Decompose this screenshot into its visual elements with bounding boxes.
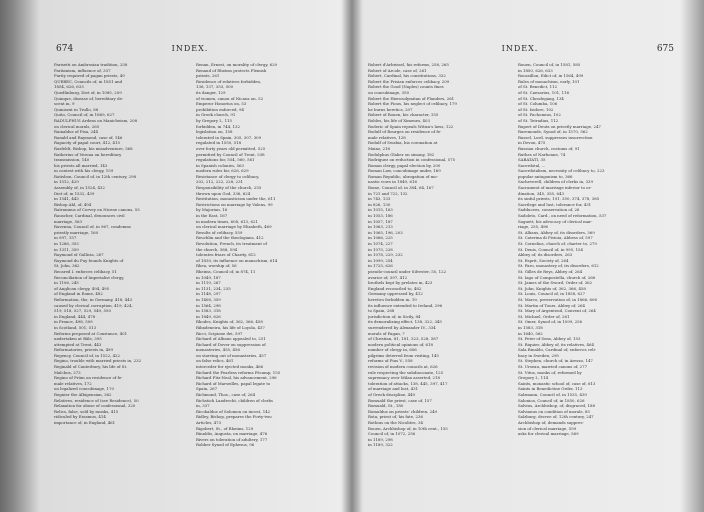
index-entry: he burns heretics, 207 [368,106,413,112]
index-entry: Resistance of clergy to celibacy, [196,173,260,179]
index-entry: Sacheverell, children of clerks in, 339 [518,179,594,185]
index-entry: St. Urseau, married canons of, 277 [518,364,588,370]
index-entry: in 1311, 359 [54,246,79,252]
index-entry: in 1564, 298 [196,302,221,308]
index-entry: Diet of, in 1532, 439 [54,190,95,196]
index-entry: Saints, monastic school of, case of, 613 [518,380,596,386]
index-entry: by Majorian, 16 [196,207,228,213]
index-entry: in 1075, 228 [368,246,393,252]
index-entry: Salzmann, Council of, in 1535, 439 [518,392,587,398]
index-entry: Gregory I., 114 [518,375,549,381]
index-entry: Ricobaldus of Solomon on incest, 142 [196,408,271,414]
index-entry: Robert the Good (Naples) counts fines [368,84,444,90]
index-entry: Quinque, disease of, hereditary de- [54,95,124,101]
index-entry: regulations for, 554, 560, 561 [196,157,255,163]
index-entry: in 1106, 245 [54,280,79,286]
index-entry: Rules of monachism, early, 101 [518,78,580,84]
book-gutter [342,0,362,512]
index-entry: number of clergy in, 606 [368,347,417,353]
index-entry: its sinful priests, 191, 350, 374, 378, 385 [518,196,600,202]
index-entry: Russian church, customs of, 91 [518,145,580,151]
index-entry: Parisetti on Ambrosian tradition, 258 [54,62,128,67]
index-entry: Salzburg, decree of, 12th century, 247 [518,414,594,420]
index-entry: Roman Republic, abrogation of mo- [368,173,438,179]
right-index-column-b [518,62,658,437]
index-entry: Rivers on toleration of adultery, 177 [196,436,268,442]
index-entry: in contest with his clergy, 159 [54,168,114,174]
index-entry: Ruthes of Narbonne, 74 [518,151,566,157]
index-entry: of St. Pachomius, 102 [518,112,561,118]
left-page-header [30,44,350,58]
index-entry: heretics forbidden in, 19 [368,296,417,302]
index-entry: Ridley, Bishop, prepares the Forty-two [196,414,272,420]
index-entry: in England, 444, 478 [54,313,96,319]
index-entry: Recared I. enforces celibacy, 51 [54,268,117,274]
index-entry: St. Albans, Abbey of, its disorders, 369 [518,229,595,235]
index-entry: brothels kept by prelates in, 423 [368,280,433,286]
index-entry: in 1286, 353 [54,241,79,246]
index-entry: in 1065, 196, 203 [368,229,403,235]
index-entry: its influence extended to Ireland, 296 [368,302,443,308]
index-entry: in 1640, 562 [518,330,543,336]
index-entry: Romuald the priest, case of, 157 [368,397,432,403]
index-entry: Emperor Honorius on, 53 [196,101,247,107]
index-entry: Bishop Ahl, of, 494 [54,201,92,207]
index-entry: Reformation, the, in Germany, 418, 443 [54,296,133,302]
index-entry: Roussillon, Edict of, in 1564, 499 [518,73,584,79]
right-page-title: INDEX. [501,44,539,53]
index-entry: riage, 255, 496 [518,224,549,230]
index-entry: St. Iago of Compostella, church of, 268 [518,274,596,280]
index-entry: in Spanish colonies, 563 [196,162,245,168]
index-entry: Rhodes, Knights of, 362, 366, 458 [196,319,263,325]
index-entry: St. Riquier, Abbey of, its relatives, 464 [518,341,594,347]
index-entry: Regency, Council of, in 1522, 422 [54,352,121,358]
index-entry: regulated in 1550, 518 [196,140,242,146]
index-entry: asks for clerical marriage, 569 [518,431,579,437]
index-entry: in 997, 157 [54,235,77,241]
index-entry: Rodulphus Glaber on simony, 182 [368,151,435,157]
index-entry: Rodulf of Bourges on residence of fe- [368,129,442,135]
index-entry: St. Michael, Order of, 261 [518,313,570,319]
index-entry: morals of Pagan, 7 [368,330,405,336]
left-page-title: INDEX. [171,44,209,53]
index-entry: reforms of Pius V., 558 [368,358,413,364]
index-entry: the church, 588, 594 [196,246,238,252]
index-entry: on false relics, 461 [196,358,234,364]
index-entry: in 1408, 359 [196,296,221,302]
index-entry: St. John, Knights of, 362, 366, 458 [518,285,586,291]
index-entry: Germany oppressed by, 412 [368,291,423,297]
index-entry: in 1583, 318 [518,324,543,330]
index-entry: in, 337 [196,403,210,409]
index-entry: priests, 261 [196,73,220,79]
index-entry: in 1131, 234, 235 [196,285,231,291]
index-entry: St. Martin of Tours, Abbey of, 264 [518,302,585,308]
index-entry: Quinisext in Trullo, 88 [54,106,99,112]
index-entry: Reginald of Canterbury, his life of St. [54,364,128,370]
index-entry: monasteries, 455, 456 [196,347,240,353]
index-entry: Richard of Marseilles, papal legate to [196,380,271,386]
index-entry: SABATATI, 35 [518,157,546,163]
index-entry: marriage, 563 [54,218,82,224]
index-entry: supremacy over Milan asserted, 218 [368,375,440,381]
left-index-column-b [196,62,336,448]
index-entry: Robert of Rouen, his character, 155 [368,112,439,118]
index-entry: Revolution, French, its treatment of [196,241,267,246]
index-entry: St. Mary of Argenteuil, Convent of, 264 [518,308,596,314]
index-entry: Roman Law, concubinage under, 169 [368,168,441,174]
index-entry: QUEBEC, Councils of, in 1851 and [54,78,123,84]
index-entry: Reuchlin and the theologians, 412 [196,235,264,241]
index-entry: in Devon, 475 [518,140,546,146]
index-entry: of 1830, its influence on monachism, 614 [196,257,278,263]
index-entry: Robber Synod of Ephesus, 96 [196,442,255,448]
index-entry: Regino, trouble with married priests in, 232 [54,358,142,364]
index-entry: Richard the Fearless reforms Fécamp, 155 [196,369,281,375]
index-entry: Robert the Frisian enforces celibacy, 209 [368,78,450,84]
index-entry: Rouen, Council of, in 1581, 585 [518,62,581,67]
index-entry: Salvianus on condition of morals, 85 [518,408,590,414]
index-entry: Robert the Pious, his neglect of celibacy, 179 [368,101,457,107]
index-entry: in Greek church, 91 [196,112,236,118]
index-entry: Archbishop of, demands suppres- [518,420,584,425]
index-entry: Roderic of Spain repeals Witiza's laws, 122 [368,123,454,129]
index-entry: male relatives, 172 [54,380,92,386]
index-entry: Rinaldis, Augusta, on marriage, 476 [196,431,268,437]
index-entry: in 1189, 322 [368,442,393,448]
index-entry: in 1849, 626 [196,313,221,319]
index-entry: Relaxation for abuse of confessional, 320 [54,403,136,409]
index-entry: of marriage and lust, 431 [368,386,419,392]
index-entry: of Greek discipline, 449 [368,392,416,398]
index-entry: in 1015, 163 [368,207,393,213]
index-entry: in 1725, 626 [368,263,393,269]
index-entry: in 1583, 318 [196,308,221,314]
index-entry: 519, 518, 527, 529, 549, 550 [54,308,111,314]
index-entry: Malchus, 273 [54,369,81,375]
index-entry: popular antagonism to, 366 [518,173,573,179]
left-page [30,0,350,512]
index-entry: toleration of attacks, 138, 445, 397, 417 [368,380,448,386]
index-entry: St. Gilles de Reys, Abbey of, 264 [518,268,583,274]
index-entry: RADULPHUS Ardens on Manicheism, 208 [54,117,138,123]
index-entry: St. Louis, Council of, in 1858, 627 [518,291,585,297]
index-entry: transmission, 140 [54,157,90,163]
index-entry: Ribadeneira, his life of Loyola, 437 [196,324,265,330]
index-entry: in the East, 167 [196,213,228,219]
index-entry: prohibition enforced, 94 [196,106,244,112]
index-entry: Sadducees, conservation of, 26 [518,207,580,213]
index-entry: St. Omer, Synod of, in 1099, 256 [518,319,583,325]
index-entry: thrown upon God, 336, 624 [196,190,251,196]
index-entry: priestly marriage, 160 [54,229,99,235]
index-entry: St. Faro, monastery of, its disorders, 612 [518,263,599,269]
index-entry: Richard of Dover on suppression of [196,341,266,347]
index-entry: Restitution, monasticism under the, 611 [196,196,276,202]
index-entry: of Christian, 81, 181, 323, 528, 587 [368,336,439,342]
index-entry: Roman clergy, papal election by, 200 [368,162,441,168]
index-entry: Sacrament of marriage inferior to or- [518,185,592,191]
index-entry: of St. Chrodegang, 134 [518,95,564,101]
index-entry: St. Peter of Sens, Abbey of, 153 [518,336,581,342]
index-entry: on concubinage, 350 [368,89,410,95]
index-entry: St. Esprit, Society of, 264 [518,257,569,263]
index-entry: Reforms proposed at Constance, 401 [54,330,128,336]
index-entry: in 1057, 187 [368,218,393,224]
index-entry: of England in Rome, 482 [54,291,103,297]
index-entry: Renaud of Rheims protects Flemish [196,67,267,73]
index-entry: bacy in Sweden, 295 [518,352,559,358]
index-entry: Sala Rinaldo, Cardinal of, enforces celi- [518,347,597,353]
index-entry: Rigobert, St., of Rheims, 129 [196,425,254,431]
index-entry: by Gregory I., 115 [196,117,232,123]
index-entry: Assembly of, in 1524, 432 [54,185,105,191]
index-entry: nastic vows in 1849, 616 [368,179,417,185]
index-entry: in 743, 133 [368,196,391,202]
index-entry: of St. Isidore, 102 [518,106,554,112]
index-entry: on starving out of monasteries, 457 [196,352,267,358]
index-entry: Richmond, Thos., case of, 264 [196,392,256,398]
index-entry: Robert, Cardinal, his constitutions, 332 [368,73,446,79]
index-entry: Results of celibacy, 559 [196,229,243,235]
index-entry: Rodriguez on reduction in confessional, 575 [368,157,456,163]
index-entry: modern political opinions of, 618 [368,341,433,347]
index-entry: Spain, 267 [196,386,218,392]
index-entry: Sadoleto, Card., on need of reformation, 537 [518,213,607,219]
index-entry: Robert d'Arbrissel, his reforms, 258, 265 [368,62,449,67]
index-entry: 1854, 626, 633 [54,84,84,90]
index-entry: Richard of Albano appealed to, 251 [196,336,266,342]
index-entry: Rainaldus of Pisa, 244 [54,129,98,135]
index-entry: Raymond of Gallicia, 267 [54,252,104,258]
index-entry: Russel, Lord, suppresses insurrection [518,134,593,140]
index-entry: St. John, 362 [54,263,80,269]
index-entry: of St. Columba, 106 [518,101,558,107]
index-entry: Rodulf of Swabia, his coronation at [368,140,438,146]
right-index-column-a [368,62,508,448]
index-entry: Saguett, his advocacy of clerical mar- [518,218,593,224]
index-entry: forbidden, in 744, 132 [196,123,240,129]
index-entry: Rapacity of papal court, 412, 415 [54,140,120,146]
index-entry: Ruremonde, Synod of, in 1570, 562 [518,129,588,135]
index-entry: in France, 498, 509 [54,319,93,325]
index-entry: Rhea, worship of, 56 [196,263,237,269]
index-entry: his priests all married, 143 [54,162,108,168]
index-entry: to Spain, 268 [368,308,395,314]
index-entry: pseudo-council under Silvester, 55, 122 [368,268,447,274]
index-entry: Salonica, Council of, in 1850, 626 [518,397,585,403]
index-entry: of St. Benedict, 112 [518,84,558,90]
index-entry: Relics, false, sold by monks, 415 [54,408,119,414]
index-entry: 202, 212, 222, 228, 231 [196,179,244,185]
index-entry: Responsibility of the church, 255 [196,185,262,191]
index-entry: Regino of Prüm on residence of fe- [54,375,123,381]
index-entry: in 826, 130 [368,201,391,207]
index-entry: Articles, 473 [196,420,222,425]
index-entry: tolerates friars of Charity, 612 [196,252,256,258]
index-entry: over forty years old permitted, 525 [196,145,266,151]
index-entry: Ratherius of Verona on hereditary [54,151,122,157]
index-entry: St. Caterina di Pistoia, Abbess of, 597 [518,235,593,241]
index-entry: its danger, 129 [196,89,226,95]
index-entry: in 721 and 722, 132 [368,190,408,196]
index-entry: Sacerdotal, ... [518,162,546,168]
index-entry: Mainz, 216 [368,145,391,151]
index-entry: Purity required of pagan priests, 49 [54,73,125,79]
index-entry: Rupert of Deutz on priestly marriage, 247 [518,123,601,129]
index-entry: 136, 137, 353, 500 [196,84,234,90]
index-entry: permitted by Council of Trent, 538 [196,151,265,157]
index-entry: in modern times, 608, 613, 621 [196,218,258,224]
index-entry: jurisdiction of, in Sicily, 84 [368,313,421,319]
index-entry: Sacrilege and lust, tolerance for, 431 [518,201,592,207]
index-entry: Ricci, Scipione dei, 597 [196,330,243,336]
index-entry: Rouen, Archbishop of, in 10th cent., 155 [368,425,448,431]
index-entry: Quito, Council of, in 1869, 627 [54,112,115,118]
index-entry: Reconciliation of Imperialist clergy, [54,274,125,280]
index-entry: St. Cornelius, church of, charter to, 279 [518,241,597,246]
index-entry: Robert of Arcole, case of, 261 [368,67,427,73]
index-entry: dination, 345, 355, 643 [518,190,564,196]
index-entry: scent in, 9 [54,101,75,107]
index-entry: legislation on, 158 [196,129,233,135]
index-entry: on legalized concubinage, 170 [54,386,114,392]
index-entry: in 1078, 229, 232 [368,252,403,258]
index-entry: pilgrims deterred from visiting, 145 [368,352,439,358]
index-entry: Robert the Hierosolymitan of Flanders, 261 [368,95,455,101]
index-entry: revision of modern councils at, 626 [368,364,438,370]
left-index-column-a [54,62,194,426]
index-entry: avarice of, 397, 412 [368,274,408,280]
index-entry: in 1850, 626, 633 [518,67,553,73]
index-entry: attempted at Trent, 443 [54,341,102,347]
index-entry: Saints in Benedictine Order, 113 [518,386,583,392]
index-entry: of St. Tetradius, 112 [518,117,559,123]
index-entry: of women, canon of Nicaea on, 52 [196,95,264,101]
index-entry: Council of, in 1072, 256 [368,431,416,437]
right-page [360,0,680,512]
index-entry: sion of clerical marriage, 559 [518,425,577,431]
index-entry: St. Denis, Council of, in 995, 154 [518,246,584,252]
index-entry: Robles, his life of Ximenes, 403 [368,117,430,123]
index-entry: tolerated in Spain, 305, 307, 309 [196,134,262,140]
index-entry: in 1053, 186 [368,213,393,219]
index-entry: Richard Fitz-Neal, his advancement, 296 [196,375,277,381]
index-entry: Restrictions on marriage by Valens, 99 [196,201,273,207]
index-entry: Ratisbon, Council of, in 12th century, 298 [54,173,137,179]
index-entry: importance of, in England, 461 [54,420,116,425]
index-entry: on clerical morals, 265 [54,123,100,129]
index-entry: Ranald and Raymond, case of, 146 [54,134,123,140]
index-entry: surrendered by Alexander IV., 334 [368,324,436,330]
index-entry: rule respecting the subdiaconate, 125 [368,369,444,375]
index-entry: Quedlinburg, Diet of, in 1085, 209 [54,89,122,95]
index-entry: caused by clerical corruption, 419, 424, [54,302,133,308]
index-entry: Renan, Ernest, on morality of clergy, 629 [196,62,278,67]
index-entry: in 1512, 429 [54,179,79,185]
index-entry: Rota, priest of, his fate, 236 [368,414,423,420]
index-entry: Paritanism, influence of, 337 [54,67,111,73]
index-entry: Reformatories, priests in, 499 [54,347,114,353]
right-page-number: 675 [656,44,674,54]
index-entry: in 1099, 254 [368,257,393,263]
index-entry: modern rules for, 626, 629 [196,168,249,174]
index-entry: in 1119, 267 [196,280,221,286]
index-entry: St. Marco, preservation of, in 1866, 606 [518,296,597,302]
index-entry: its demoralizing effect, 138, 322, 345 [368,319,442,325]
index-entry: Rome, Council of, in 384, 64, 167 [368,185,434,191]
index-entry: in Scotland, 501, 513 [54,324,97,330]
index-entry: St. Vitus, monks of, reformed by [518,369,582,375]
index-entry: of St. Caesarius, 101, 116 [518,89,570,95]
index-entry: interceder for ejected monks, 466 [196,364,264,370]
index-entry: in 1074, 227 [368,241,393,246]
index-entry: in 1063, 213 [368,224,393,230]
index-entry: St. James of the Sword, Order of, 362 [518,280,593,286]
right-page-header [360,44,680,58]
index-entry: England reconciled to, 482 [368,285,422,291]
index-entry: Rothius on the Nicolites, 34 [368,420,423,425]
index-entry: Residence of relatives forbidden, [196,78,262,84]
index-entry: Sacerdotalism, necessity of celibacy to, 223 [518,168,605,174]
index-entry: Salvius, Archbishop, of, disgraced, 188 [518,403,595,409]
index-entry: Richstich Landrecht, children of clerks [196,397,273,403]
index-entry: of Anglican clergy, 494, 495 [54,285,110,291]
index-entry: in 1066, 225 [368,235,393,241]
index-entry: Romuldus on priests' children, 249 [368,408,438,414]
index-entry: Ratramnus of Corvey on Nicene canons, 55 [54,207,140,213]
index-entry: undertaken at Bâle, 395 [54,336,102,342]
index-entry: Raymond du Puy founds Knights of [54,257,124,263]
index-entry: on clerical marriage by Elizabeth, 469 [196,224,272,230]
index-entry: Rheims, Council of, in 874, 11 [196,268,256,274]
index-entry: Regnier the Albigensian, 362 [54,392,112,398]
index-entry: Relatives, residence of (see Residence), 50 [54,397,139,403]
left-page-number: 674 [56,44,74,54]
index-entry: Abbey of, its disorders, 263 [518,252,573,258]
index-entry: St. Stephen, church of, in Arezzo, 147 [518,358,593,364]
index-entry: Ravenna, Council of, in 967, condemns [54,224,131,230]
index-entry: in 1541, 443 [54,196,79,202]
index-entry: Rasfeldt, Bishop, his misadventure, 568 [54,145,133,151]
index-entry: Rauscher, Cardinal, denounces civil [54,213,125,219]
index-entry: in 1148, 297 [196,291,221,297]
index-entry: male relatives, 128 [368,134,406,140]
index-entry: ridiculed by Erasmus, 414 [54,414,106,420]
index-entry: Romuald, St., 180 [368,403,404,409]
index-entry: in 1189, 298 [368,436,393,442]
index-entry: in 1049, 187 [196,274,221,280]
